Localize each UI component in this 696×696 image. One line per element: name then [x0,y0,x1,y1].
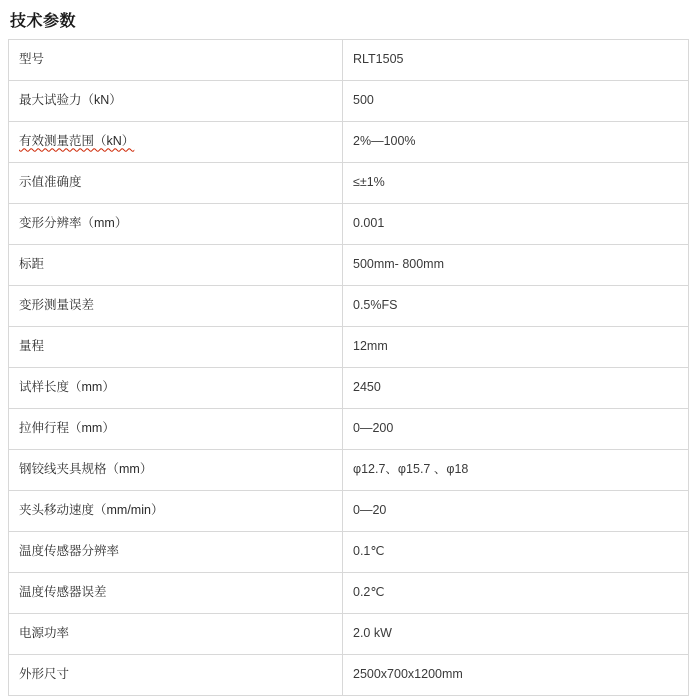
table-row [9,614,689,655]
parameter-value: ≤±1% [343,163,689,204]
parameter-label: 变形分辨率（mm） [9,204,343,245]
parameter-label: 温度传感器分辨率 [9,532,343,573]
technical-parameters-table [8,39,689,696]
parameter-label: 最大试验力（kN） [9,81,343,122]
parameter-label: 试样长度（mm） [9,368,343,409]
parameter-value: 500 [343,81,689,122]
table-row [9,327,689,368]
table-row [9,655,689,696]
parameter-label: 有效测量范围（kN） [9,122,343,163]
parameter-label: 示值准确度 [9,163,343,204]
parameter-value: 0—20 [343,491,689,532]
table-row [9,122,689,163]
table-row [9,573,689,614]
parameter-label: 外形尺寸 [9,655,343,696]
table-row [9,204,689,245]
parameter-value: 12mm [343,327,689,368]
parameter-value: 2%—100% [343,122,689,163]
parameter-label: 钢铰线夹具规格（mm） [9,450,343,491]
table-row [9,286,689,327]
parameter-value: 0—200 [343,409,689,450]
parameter-label: 量程 [9,327,343,368]
table-row [9,532,689,573]
parameter-value: 500mm- 800mm [343,245,689,286]
parameter-value: RLT1505 [343,40,689,81]
parameter-label: 标距 [9,245,343,286]
parameter-label: 拉伸行程（mm） [9,409,343,450]
table-row [9,163,689,204]
page-title: 技术参数 [10,13,77,30]
parameter-value: 2.0 kW [343,614,689,655]
table-row [9,245,689,286]
parameter-label: 型号 [9,40,343,81]
table-row [9,450,689,491]
parameter-value: 0.5%FS [343,286,689,327]
table-row [9,40,689,81]
table-row [9,81,689,122]
parameter-value: 0.1℃ [343,532,689,573]
table-row [9,409,689,450]
parameter-label: 温度传感器误差 [9,573,343,614]
table-row [9,491,689,532]
parameter-value: 0.2℃ [343,573,689,614]
table-row [9,368,689,409]
parameter-label: 夹头移动速度（mm/min） [9,491,343,532]
parameter-value: 2500x700x1200mm [343,655,689,696]
parameter-label: 电源功率 [9,614,343,655]
parameter-label: 变形测量误差 [9,286,343,327]
parameter-value: 2450 [343,368,689,409]
table-body [9,40,689,696]
parameter-value: φ12.7、φ15.7 、φ18 [343,450,689,491]
parameter-value: 0.001 [343,204,689,245]
